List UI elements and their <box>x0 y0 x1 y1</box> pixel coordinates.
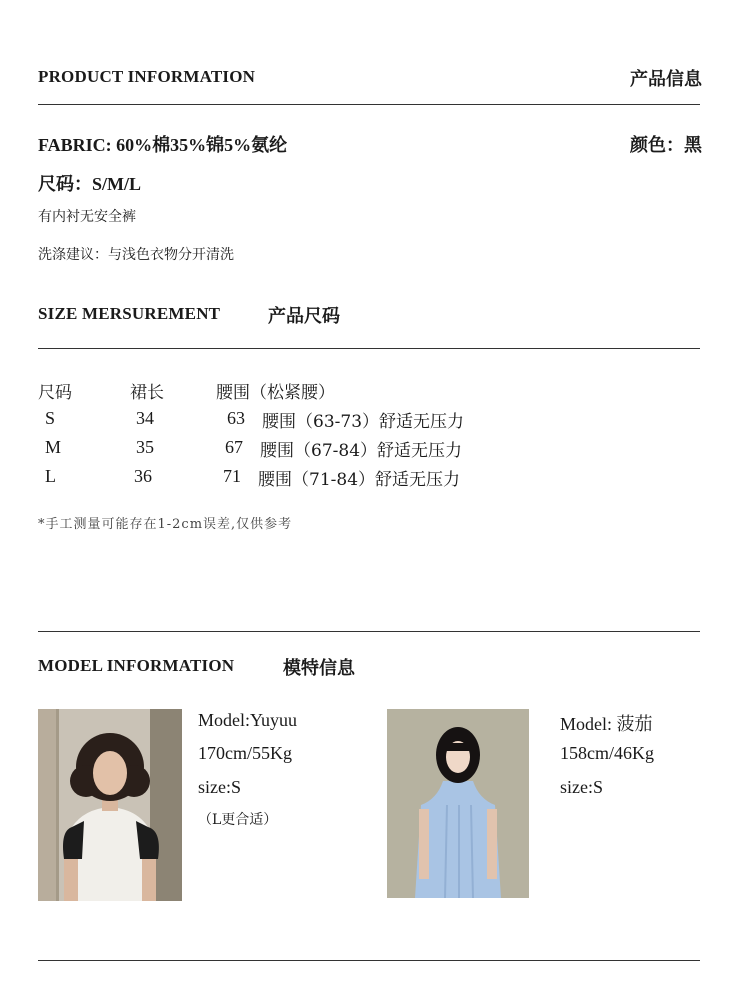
model-photo-1 <box>38 709 182 901</box>
color-line: 颜色：黑 <box>630 135 702 156</box>
model-2-name: Model: 菠茄 <box>560 714 653 734</box>
model-photo-2 <box>387 709 529 898</box>
model-2-body: 158cm/46Kg <box>560 743 654 763</box>
column-header-length: 裙长 <box>130 383 164 403</box>
model-1-body: 170cm/55Kg <box>198 743 292 763</box>
cell-length: 34 <box>136 408 154 428</box>
cell-length: 36 <box>134 466 152 486</box>
measurement-footnote: *手工测量可能存在1-2cm误差,仅供参考 <box>38 517 293 532</box>
cell-size: M <box>45 437 62 457</box>
model-1-name: Model:Yuyuu <box>198 710 297 730</box>
cell-waist: 71 <box>223 466 241 486</box>
divider <box>38 631 700 632</box>
cell-waist: 67 <box>225 437 243 457</box>
cell-note: 腰围（67-84）舒适无压力 <box>260 441 463 461</box>
cell-size: L <box>45 466 56 486</box>
model-heading-cn: 模特信息 <box>283 658 355 679</box>
fabric-line: FABRIC: 60%棉35%锦5%氨纶 <box>38 135 288 155</box>
cell-size: S <box>45 408 56 428</box>
product-heading-cn: 产品信息 <box>630 69 702 90</box>
sizes-line: 尺码：S/M/L <box>38 174 142 194</box>
washing-line: 洗涤建议：与浅色衣物分开清洗 <box>38 247 234 263</box>
model-1-size: size:S <box>198 777 241 797</box>
model-heading-en: MODEL INFORMATION <box>38 656 235 675</box>
cell-note: 腰围（63-73）舒适无压力 <box>262 412 465 432</box>
column-header-waist: 腰围（松紧腰） <box>216 383 335 403</box>
cell-length: 35 <box>136 437 154 457</box>
lining-line: 有内衬无安全裤 <box>38 209 136 225</box>
cell-waist: 63 <box>227 408 245 428</box>
divider <box>38 960 700 961</box>
size-heading-cn: 产品尺码 <box>268 306 340 327</box>
model-2-size: size:S <box>560 777 603 797</box>
divider <box>38 104 700 105</box>
product-heading-en: PRODUCT INFORMATION <box>38 67 256 86</box>
model-1-extra: （L更合适） <box>198 812 278 828</box>
cell-note: 腰围（71-84）舒适无压力 <box>258 470 461 490</box>
column-header-size: 尺码 <box>38 383 72 403</box>
size-heading-en: SIZE MERSUREMENT <box>38 304 221 323</box>
divider <box>38 348 700 349</box>
